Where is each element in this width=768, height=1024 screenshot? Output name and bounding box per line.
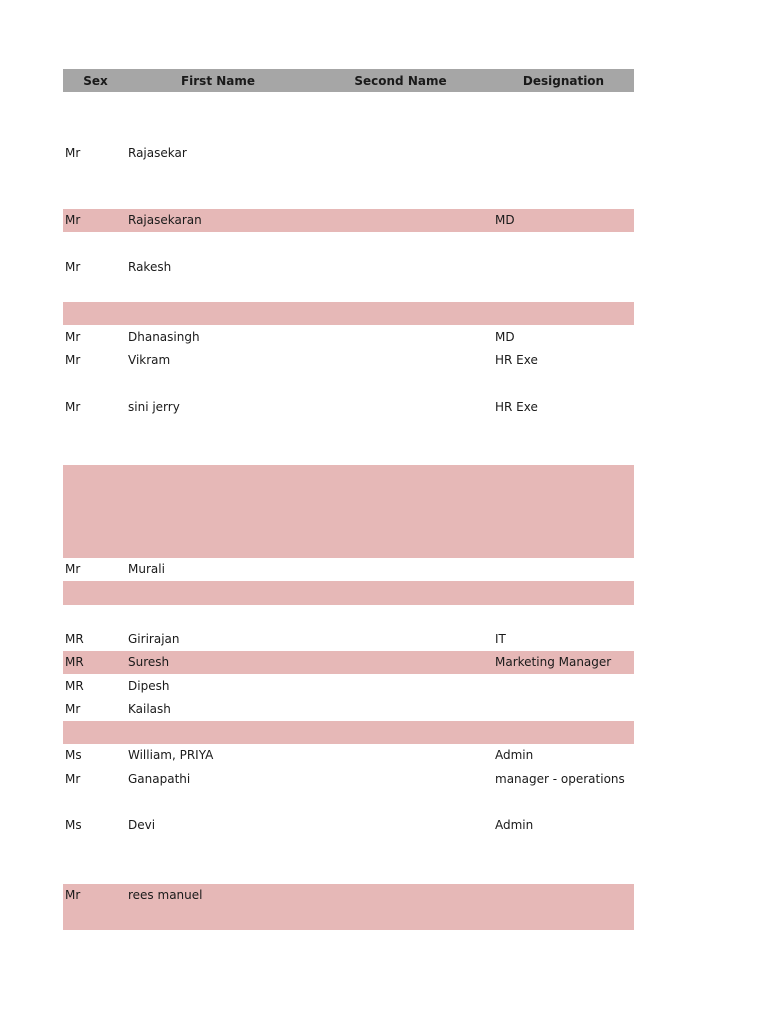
cell-sex: Mr: [65, 772, 81, 786]
table-row: [63, 744, 634, 767]
cell-first-name: Suresh: [128, 655, 170, 669]
cell-first-name: William, PRIYA: [128, 748, 214, 762]
cell-sex: Mr: [65, 330, 81, 344]
cell-first-name: rees manuel: [128, 888, 203, 902]
table-row: [63, 628, 634, 651]
cell-sex: Ms: [65, 818, 82, 832]
cell-sex: Mr: [65, 213, 81, 227]
table-row: [63, 768, 634, 791]
table-row: [63, 698, 634, 721]
spreadsheet-table: [63, 69, 634, 902]
table-header: [63, 69, 634, 92]
cell-sex: Mr: [65, 146, 81, 160]
cell-sex: Mr: [65, 400, 81, 414]
header-designation: Designation: [522, 73, 605, 88]
header-first-name: First Name: [180, 73, 256, 88]
cell-designation: HR Exe: [495, 353, 538, 367]
table-row: [63, 884, 634, 930]
table-row: [63, 651, 634, 674]
table-row: [63, 302, 634, 325]
cell-first-name: Dipesh: [128, 679, 170, 693]
cell-sex: Mr: [65, 702, 81, 716]
table-row: [63, 581, 634, 605]
cell-first-name: Dhanasingh: [128, 330, 200, 344]
table-row: [63, 396, 634, 419]
cell-first-name: Rajasekar: [128, 146, 187, 160]
table-row: [63, 256, 634, 279]
cell-first-name: Rakesh: [128, 260, 172, 274]
table-row: [63, 465, 634, 558]
cell-sex: Mr: [65, 260, 81, 274]
cell-first-name: Devi: [128, 818, 156, 832]
table-row: [63, 814, 634, 837]
cell-designation: Marketing Manager: [495, 655, 612, 669]
cell-sex: Ms: [65, 748, 82, 762]
table-row: [63, 209, 634, 232]
cell-first-name: Rajasekaran: [128, 213, 202, 227]
cell-sex: Mr: [65, 888, 81, 902]
cell-first-name: Murali: [128, 562, 165, 576]
table-row: [63, 326, 634, 349]
table-row: [63, 721, 634, 744]
table-row: [63, 675, 634, 698]
cell-sex: Mr: [65, 353, 81, 367]
cell-designation: HR Exe: [495, 400, 538, 414]
header-second-name: Second Name: [354, 73, 447, 88]
cell-sex: MR: [65, 655, 84, 669]
table-row: [63, 558, 634, 581]
cell-first-name: Ganapathi: [128, 772, 191, 786]
cell-first-name: sini jerry: [128, 400, 180, 414]
cell-designation: Admin: [495, 748, 534, 762]
table-row: [63, 349, 634, 372]
cell-first-name: Vikram: [128, 353, 171, 367]
cell-first-name: Kailash: [128, 702, 171, 716]
cell-designation: manager - operations: [495, 772, 625, 786]
cell-sex: MR: [65, 679, 84, 693]
header-sex: Sex: [83, 73, 108, 88]
cell-designation: MD: [495, 213, 515, 227]
cell-designation: IT: [495, 632, 506, 646]
table-row: [63, 142, 634, 165]
cell-designation: MD: [495, 330, 515, 344]
cell-designation: Admin: [495, 818, 534, 832]
cell-sex: Mr: [65, 562, 81, 576]
cell-sex: MR: [65, 632, 84, 646]
cell-first-name: Girirajan: [128, 632, 180, 646]
